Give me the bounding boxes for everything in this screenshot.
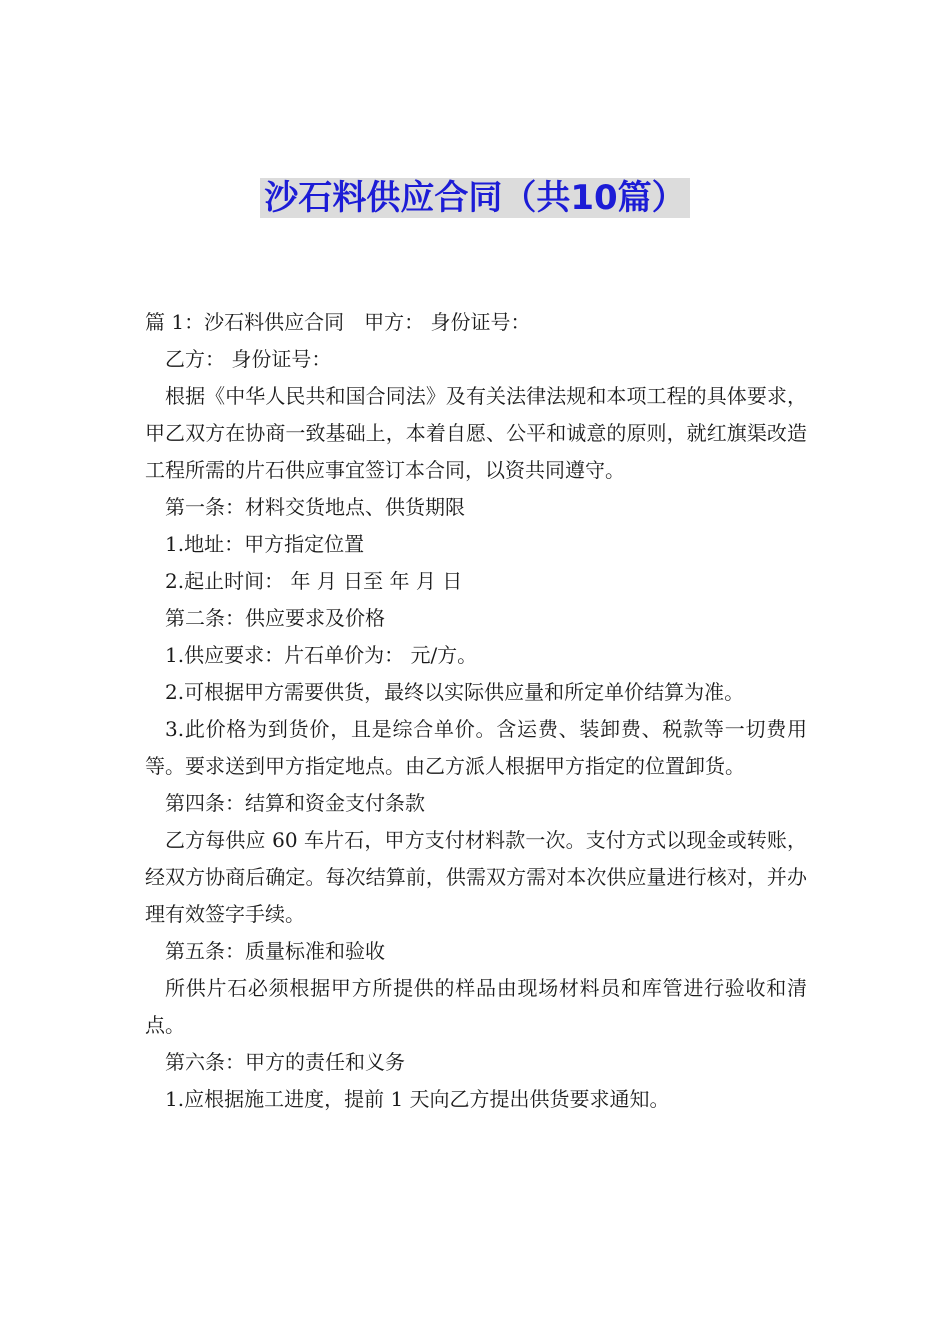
paragraph-article-4-body: 乙方每供应 60 车片石，甲方支付材料款一次。支付方式以现金或转账，经双方协商后确定。每次结算前，供需双方需对本次供应量进行核对，并办理有效签字手续。 bbox=[145, 828, 807, 926]
paragraph-article-4-heading: 第四条：结算和资金支付条款 bbox=[165, 791, 425, 815]
paragraph-article-2-item-2: 2.可根据甲方需要供货，最终以实际供应量和所定单价结算为准。 bbox=[165, 680, 745, 704]
paragraph-article-2-item-1: 1.供应要求：片石单价为： 元/方。 bbox=[165, 643, 478, 667]
paragraph-parties-a: 篇 1：沙石料供应合同 甲方： 身份证号： bbox=[145, 310, 531, 334]
paragraph-parties-b: 乙方： 身份证号： bbox=[165, 347, 332, 371]
paragraph-article-1-item-2: 2.起止时间： 年 月 日至 年 月 日 bbox=[165, 569, 463, 593]
paragraph-article-1-heading: 第一条：材料交货地点、供货期限 bbox=[165, 495, 465, 519]
title-container bbox=[0, 178, 950, 218]
paragraph-article-2-item-3: 3.此价格为到货价，且是综合单价。含运费、装卸费、税款等一切费用等。要求送到甲方指定地点。由乙方派人根据甲方指定的位置卸货。 bbox=[145, 717, 807, 778]
paragraph-preamble: 根据《中华人民共和国合同法》及有关法律法规和本项工程的具体要求，甲乙双方在协商一致基础上，本着自愿、公平和诚意的原则，就红旗渠改造工程所需的片石供应事宜签订本合同，以资共同遵守。 bbox=[145, 384, 807, 482]
paragraph-article-5-body: 所供片石必须根据甲方所提供的样品由现场材料员和库管进行验收和清点。 bbox=[145, 976, 807, 1037]
document-title: 沙石料供应合同（共10篇） bbox=[260, 178, 689, 218]
paragraph-article-2-heading: 第二条：供应要求及价格 bbox=[165, 606, 385, 630]
paragraph-article-1-item-1: 1.地址：甲方指定位置 bbox=[165, 532, 365, 556]
document-body bbox=[145, 304, 807, 1118]
paragraph-article-5-heading: 第五条：质量标准和验收 bbox=[165, 939, 385, 963]
paragraph-article-6-item-1: 1.应根据施工进度，提前 1 天向乙方提出供货要求通知。 bbox=[165, 1087, 670, 1111]
paragraph-article-6-heading: 第六条：甲方的责任和义务 bbox=[165, 1050, 405, 1074]
